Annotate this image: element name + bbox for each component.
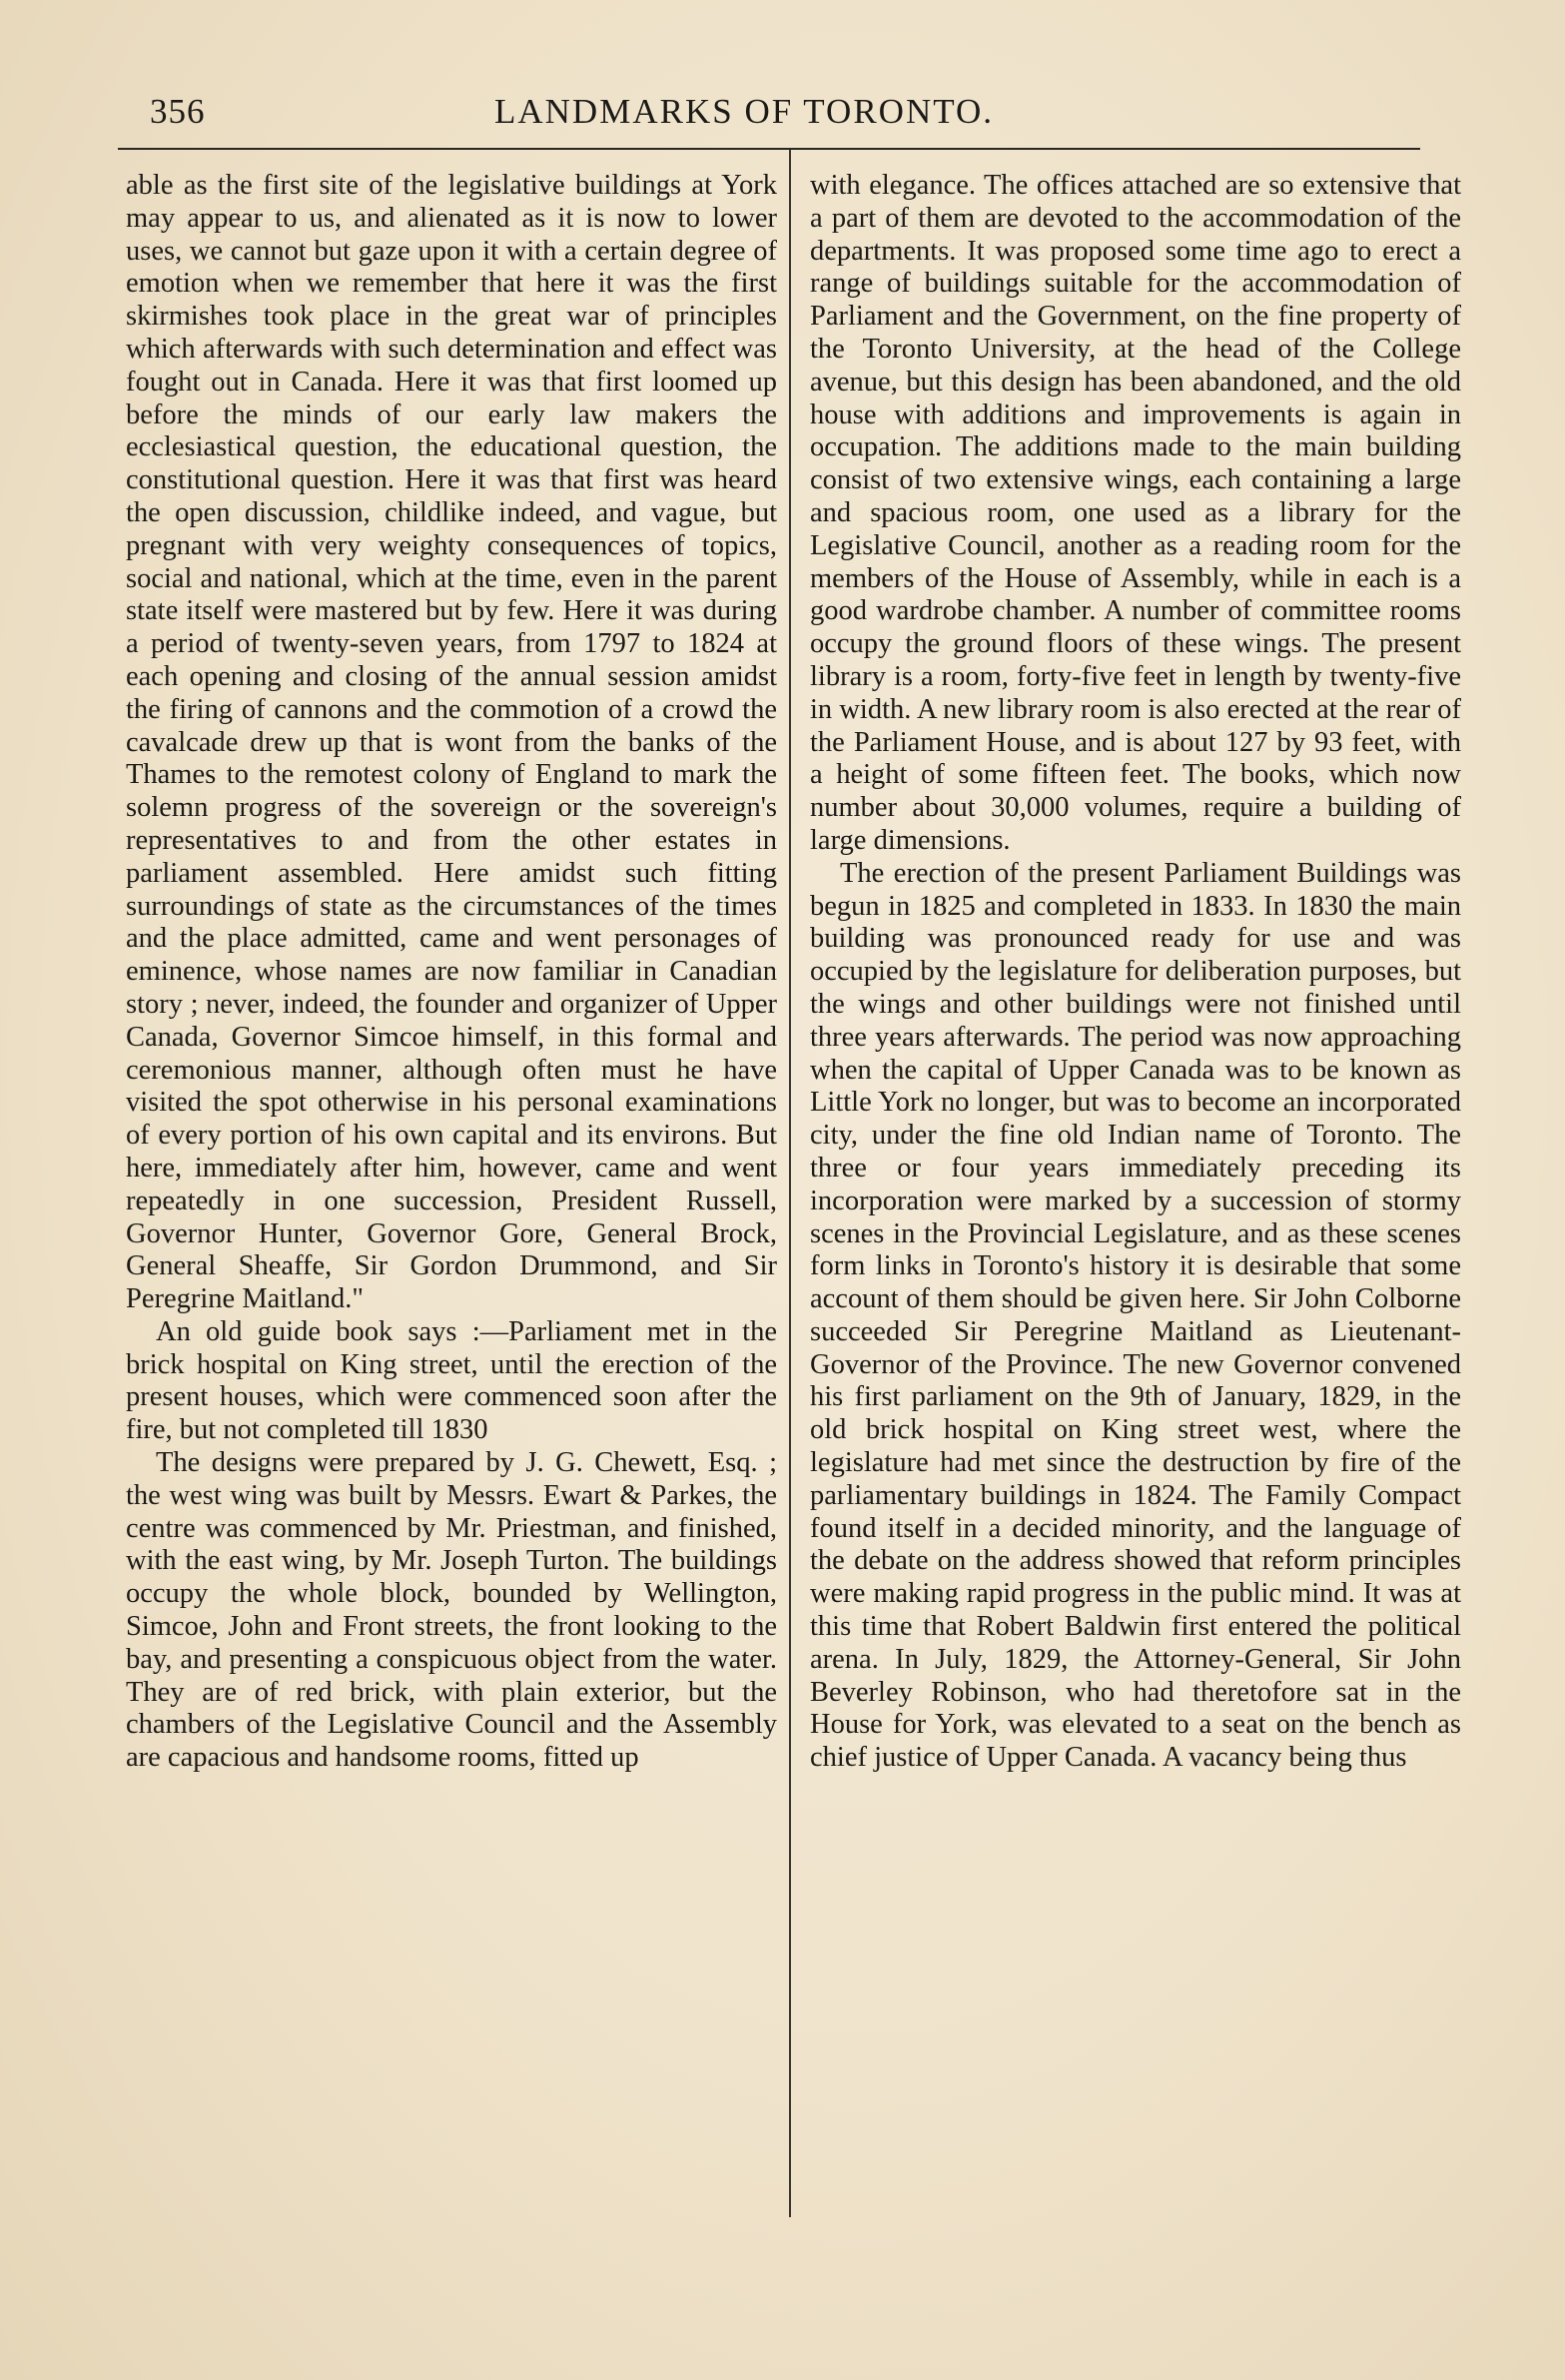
header-rule [118,148,1420,150]
left-paragraph-3: The designs were prepared by J. G. Chewett, Esq. ; the west wing was built by Messrs. Ewart & Parkes, the centre was commenced by Mr. Priestman, and finished, with the east wing, by Mr. Joseph Turton. The buildings occupy the whole block, bounded by Wellington, Simcoe, John and Front streets, the front looking to the bay, and presenting a conspicuous object from the water. They are of red brick, with plain exterior, but the chambers of the Legislative Council and the Assembly are capacious and handsome rooms, fitted up [126,1447,777,1774]
right-column [810,170,1461,1775]
right-paragraph-2: The erection of the present Parliament Buildings was begun in 1825 and completed in 1833. In 1830 the main building was pronounced ready for use and was occupied by the legislature for deliberation purposes, but the wings and other buildings were not finished until three years afterwards. The period was now approaching when the capital of Upper Canada was to be known as Little York no longer, but was to become an incorporated city, under the fine old Indian name of Toronto. The three or four years immediately preceding its incorporation were marked by a succession of stormy scenes in the Provincial Legislature, and as these scenes form links in Toronto's history it is desirable that some account of them should be given here. Sir John Colborne succeeded Sir Peregrine Maitland as Lieutenant-Governor of the Province. The new Governor convened his first parliament on the 9th of January, 1829, in the old brick hospital on King street west, where the legislature had met since the destruction by fire of the parliamentary buildings in 1824. The Family Compact found itself in a decided minority, and the language of the debate on the address showed that reform principles were making rapid progress in the public mind. It was at this time that Robert Baldwin first entered the political arena. In July, 1829, the Attorney-General, Sir John Beverley Robinson, who had theretofore sat in the House for York, was elevated to a seat on the bench as chief justice of Upper Canada. A vacancy being thus [810,857,1461,1774]
running-title: LANDMARKS OF TORONTO. [494,92,994,131]
left-paragraph-2: An old guide book says :—Parliament met in the brick hospital on King street, until the erection of the present houses, which were commenced soon after the fire, but not completed till 1830 [126,1315,777,1446]
page-header [150,92,1338,142]
page-number: 356 [150,92,206,131]
right-paragraph-1: with elegance. The offices attached are so extensive that a part of them are devoted to the accommodation of the departments. It was proposed some time ago to erect a range of buildings suitable for the accommodation of Parliament and the Government, on the fine property of the Toronto University, at the head of the College avenue, but this design has been abandoned, and the old house with additions and improvements is again in occupation. The additions made to the main building consist of two extensive wings, each containing a large and spacious room, one used as a library for the Legislative Council, another as a reading room for the members of the House of Assembly, while in each is a good wardrobe chamber. A number of committee rooms occupy the ground floors of these wings. The present library is a room, forty-five feet in length by twenty-five in width. A new library room is also erected at the rear of the Parliament House, and is about 127 by 93 feet, with a height of some fifteen feet. The books, which now number about 30,000 volumes, require a building of large dimensions. [810,170,1461,856]
left-paragraph-1: able as the first site of the legislative buildings at York may appear to us, and alienated as it is now to lower uses, we cannot but gaze upon it with a certain degree of emotion when we remember that here it was the first skirmishes took place in the great war of principles which afterwards with such determination and effect was fought out in Canada. Here it was that first loomed up before the minds of our early law makers the ecclesiastical question, the educational question, the constitutional question. Here it was that first was heard the open discussion, childlike indeed, and vague, but pregnant with very weighty consequences of topics, social and national, which at the time, even in the parent state itself were mastered but by few. Here it was during a period of twenty-seven years, from 1797 to 1824 at each opening and closing of the annual session amidst the firing of cannons and the commotion of a crowd the cavalcade drew up that is wont from the banks of the Thames to the remotest colony of England to mark the solemn progress of the sovereign or the sovereign's representatives to and from the other estates in parliament assembled. Here amidst such fitting surroundings of state as the circumstances of the times and the place admitted, came and went personages of eminence, whose names are now familiar in Canadian story ; never, indeed, the founder and organizer of Upper Canada, Governor Simcoe himself, in this formal and ceremonious manner, although often must he have visited the spot otherwise in his personal examinations of every portion of his own capital and its environs. But here, immediately after him, however, came and went repeatedly in one succession, President Russell, Governor Hunter, Governor Gore, General Brock, General Sheaffe, Sir Gordon Drummond, and Sir Peregrine Maitland." [126,170,777,1315]
left-column [126,170,777,1775]
column-divider [789,150,791,2217]
